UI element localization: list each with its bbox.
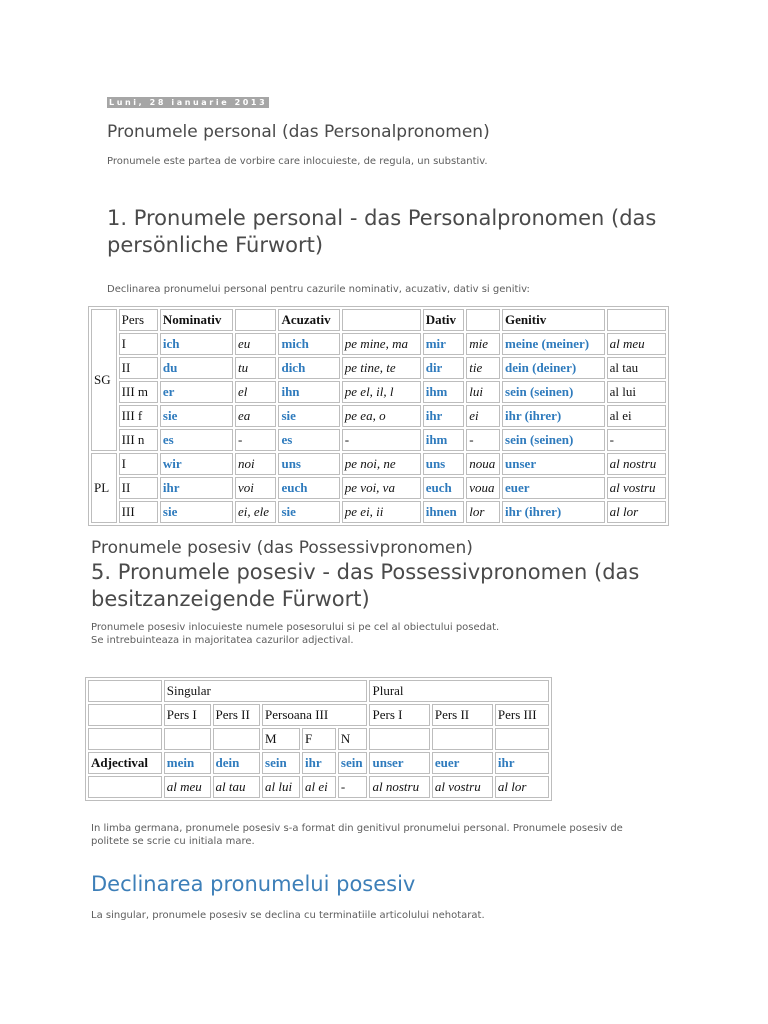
table-row [91,405,666,427]
cell: al tau [607,357,666,379]
cell: ihm [423,429,465,451]
table-row [91,453,666,475]
page-title: Pronumele personal (das Personalpronomen) [107,122,490,142]
group-pl: PL [91,453,117,523]
cell: sie [160,405,233,427]
declension-note: La singular, pronumele posesiv se declina cu terminatiile articolului nehotarat. [91,910,485,921]
cell: voua [466,477,500,499]
cell: III f [119,405,158,427]
post-date: Luni, 28 ianuarie 2013 [109,98,268,107]
table-row [91,381,666,403]
table-row [91,357,666,379]
cell: ihr [495,752,549,774]
cell: euer [432,752,493,774]
section1-note: Declinarea pronumelui personal pentru cazurile nominativ, acuzativ, dativ si genitiv: [107,284,530,295]
cell: dir [423,357,465,379]
cell: al tau [213,776,260,798]
personal-pronoun-table [88,306,669,526]
cell: III n [119,429,158,451]
header-blank [213,728,260,750]
cell: tu [235,357,277,379]
cell: ihr (ihrer) [502,405,605,427]
table-row [88,776,549,798]
header-pers-3-pl: Pers III [495,704,549,726]
cell: pe tine, te [342,357,421,379]
group-sg: SG [91,309,117,451]
cell: mein [164,752,211,774]
section2-heading: 5. Pronumele posesiv - das Possessivpronomen (das besitzanzeigende Fürwort) [91,560,640,611]
cell: - [466,429,500,451]
cell: - [338,776,368,798]
cell: al meu [607,333,666,355]
header-dativ: Dativ [423,309,465,331]
header-blank [432,728,493,750]
cell: unser [502,453,605,475]
cell: al lor [495,776,549,798]
cell: sein (seinen) [502,429,605,451]
cell: ei [466,405,500,427]
header-pers: Pers [119,309,158,331]
cell: noua [466,453,500,475]
header-blank [88,704,162,726]
header-singular: Singular [164,680,368,702]
header-blank [88,728,162,750]
table-row [91,333,666,355]
table-row [91,501,666,523]
table-header-row [88,704,549,726]
header-pers-1-pl: Pers I [369,704,429,726]
header-blank [369,728,429,750]
cell: pe mine, ma [342,333,421,355]
cell: I [119,333,158,355]
cell: pe ei, ii [342,501,421,523]
table-header-row [88,680,549,702]
cell: al lui [262,776,300,798]
cell: - [607,429,666,451]
cell: euch [423,477,465,499]
cell: wir [160,453,233,475]
cell: uns [278,453,339,475]
cell: al meu [164,776,211,798]
cell: ihr [160,477,233,499]
cell: pe noi, ne [342,453,421,475]
cell: al nostru [607,453,666,475]
header-blank [164,728,211,750]
cell: ich [160,333,233,355]
header-blank [342,309,421,331]
cell: pe el, il, l [342,381,421,403]
cell: I [119,453,158,475]
header-pers-1-sg: Pers I [164,704,211,726]
cell: lor [466,501,500,523]
cell: dein (deiner) [502,357,605,379]
cell: voi [235,477,277,499]
cell: II [119,357,158,379]
cell: ei, ele [235,501,277,523]
cell: mir [423,333,465,355]
declension-heading: Declinarea pronumelui posesiv [91,872,416,896]
cell: noi [235,453,277,475]
cell: ihn [278,381,339,403]
cell: pe voi, va [342,477,421,499]
cell: - [235,429,277,451]
cell: al nostru [369,776,429,798]
after-table-note: In limba germana, pronumele posesiv s-a format din genitivul pronumelui personal. Pronumele posesiv de politete se scrie cu initiala mare. [91,823,623,847]
section2-subtitle: Pronumele posesiv (das Possessivpronomen) [91,538,473,558]
header-blank [88,776,162,798]
header-pers-3-sg: Persoana III [262,704,367,726]
cell: ihr (ihrer) [502,501,605,523]
cell: al vostru [432,776,493,798]
table-header-row [91,309,666,331]
cell: sein (seinen) [502,381,605,403]
cell: mie [466,333,500,355]
cell: ea [235,405,277,427]
cell: al lor [607,501,666,523]
cell: al vostru [607,477,666,499]
header-acuzativ: Acuzativ [278,309,339,331]
table-header-row [88,728,549,750]
header-blank [466,309,500,331]
cell: al ei [607,405,666,427]
table-row [91,429,666,451]
cell: II [119,477,158,499]
cell: es [160,429,233,451]
gender-n: N [338,728,368,750]
cell: sein [338,752,368,774]
row-label-adjectival: Adjectival [88,752,162,774]
cell: ihr [302,752,336,774]
cell: el [235,381,277,403]
section1-heading: 1. Pronumele personal - das Personalpronomen (das persönliche Fürwort) [107,206,657,257]
section2-note-1: Pronumele posesiv inlocuieste numele posesorului si pe cel al obiectului posedat. [91,622,500,633]
cell: ihr [423,405,465,427]
cell: unser [369,752,429,774]
header-pers-2-pl: Pers II [432,704,493,726]
header-blank [495,728,549,750]
cell: sie [160,501,233,523]
cell: euer [502,477,605,499]
header-blank [88,680,162,702]
gender-f: F [302,728,336,750]
cell: III [119,501,158,523]
cell: dein [213,752,260,774]
cell: III m [119,381,158,403]
possessive-pronoun-table [85,677,552,801]
cell: uns [423,453,465,475]
cell: al lui [607,381,666,403]
cell: sein [262,752,300,774]
header-blank [607,309,666,331]
cell: ihm [423,381,465,403]
cell: meine (meiner) [502,333,605,355]
cell: pe ea, o [342,405,421,427]
section2-note-2: Se intrebuinteaza in majoritatea cazurilor adjectival. [91,635,354,646]
cell: sie [278,405,339,427]
header-nominativ: Nominativ [160,309,233,331]
header-plural: Plural [369,680,549,702]
cell: tie [466,357,500,379]
cell: sie [278,501,339,523]
cell: eu [235,333,277,355]
intro-text: Pronumele este partea de vorbire care inlocuieste, de regula, un substantiv. [107,156,488,167]
header-blank [235,309,277,331]
gender-m: M [262,728,300,750]
cell: dich [278,357,339,379]
cell: du [160,357,233,379]
cell: - [342,429,421,451]
cell: lui [466,381,500,403]
cell: euch [278,477,339,499]
cell: es [278,429,339,451]
header-pers-2-sg: Pers II [213,704,260,726]
header-genitiv: Genitiv [502,309,605,331]
cell: ihnen [423,501,465,523]
cell: al ei [302,776,336,798]
cell: er [160,381,233,403]
cell: mich [278,333,339,355]
table-row [88,752,549,774]
table-row [91,477,666,499]
